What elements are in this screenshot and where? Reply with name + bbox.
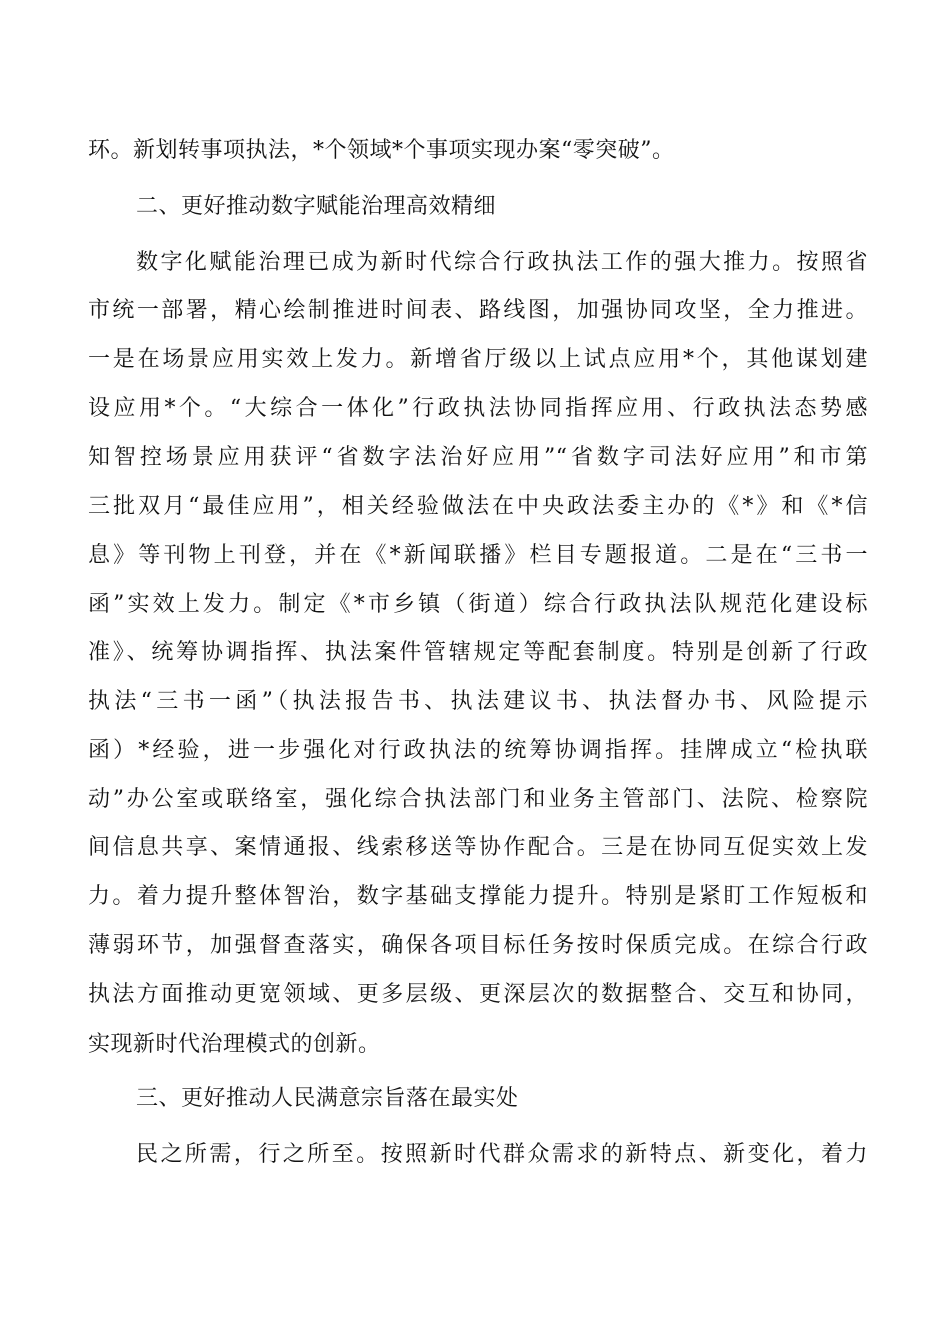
paragraph-line: 实现新时代治理模式的创新。 — [88, 1032, 381, 1057]
paragraph-line: 间信息共享、案情通报、线索移送等协作配合。三是在协同互促实效上发 — [88, 835, 868, 860]
paragraph-line: 动”办公室或联络室，强化综合执法部门和业务主管部门、法院、检察院 — [88, 787, 868, 812]
paragraph-line: 薄弱环节，加强督查落实，确保各项目标任务按时保质完成。在综合行政 — [88, 933, 868, 958]
paragraph-line: 设应用*个。“大综合一体化”行政执法协同指挥应用、行政执法态势感 — [88, 396, 868, 421]
paragraph-line: 息》等刊物上刊登，并在《*新闻联播》栏目专题报道。二是在“三书一 — [88, 543, 868, 568]
section-heading: 三、更好推动人民满意宗旨落在最实处 — [136, 1086, 519, 1111]
section-heading: 二、更好推动数字赋能治理高效精细 — [136, 194, 497, 219]
paragraph-line: 一是在场景应用实效上发力。新增省厅级以上试点应用*个，其他谋划建 — [88, 347, 868, 372]
paragraph-line: 执法方面推动更宽领域、更多层级、更深层次的数据整合、交互和协同， — [88, 982, 868, 1007]
paragraph-line: 三批双月“最佳应用”，相关经验做法在中央政法委主办的《*》和《*信 — [88, 494, 868, 519]
paragraph-line: 市统一部署，精心绘制推进时间表、路线图，加强协同攻坚，全力推进。 — [88, 298, 868, 323]
paragraph-line: 力。着力提升整体智治，数字基础支撑能力提升。特别是紧盯工作短板和 — [88, 884, 868, 909]
paragraph-line: 环。新划转事项执法，*个领域*个事项实现办案“零突破”。 — [88, 138, 675, 163]
paragraph-line: 函）*经验，进一步强化对行政执法的统筹协调指挥。挂牌成立“检执联 — [88, 738, 868, 763]
paragraph-line: 函”实效上发力。制定《*市乡镇（街道）综合行政执法队规范化建设标 — [88, 592, 868, 617]
paragraph-line: 准》、统筹协调指挥、执法案件管辖规定等配套制度。特别是创新了行政 — [88, 640, 868, 665]
paragraph-line: 民之所需，行之所至。按照新时代群众需求的新特点、新变化，着力 — [136, 1142, 868, 1167]
paragraph-line: 数字化赋能治理已成为新时代综合行政执法工作的强大推力。按照省 — [136, 250, 868, 275]
paragraph-line: 知智控场景应用获评“省数字法治好应用”“省数字司法好应用”和市第 — [88, 445, 868, 470]
paragraph-line: 执法“三书一函”（执法报告书、执法建议书、执法督办书、风险提示 — [88, 689, 868, 714]
